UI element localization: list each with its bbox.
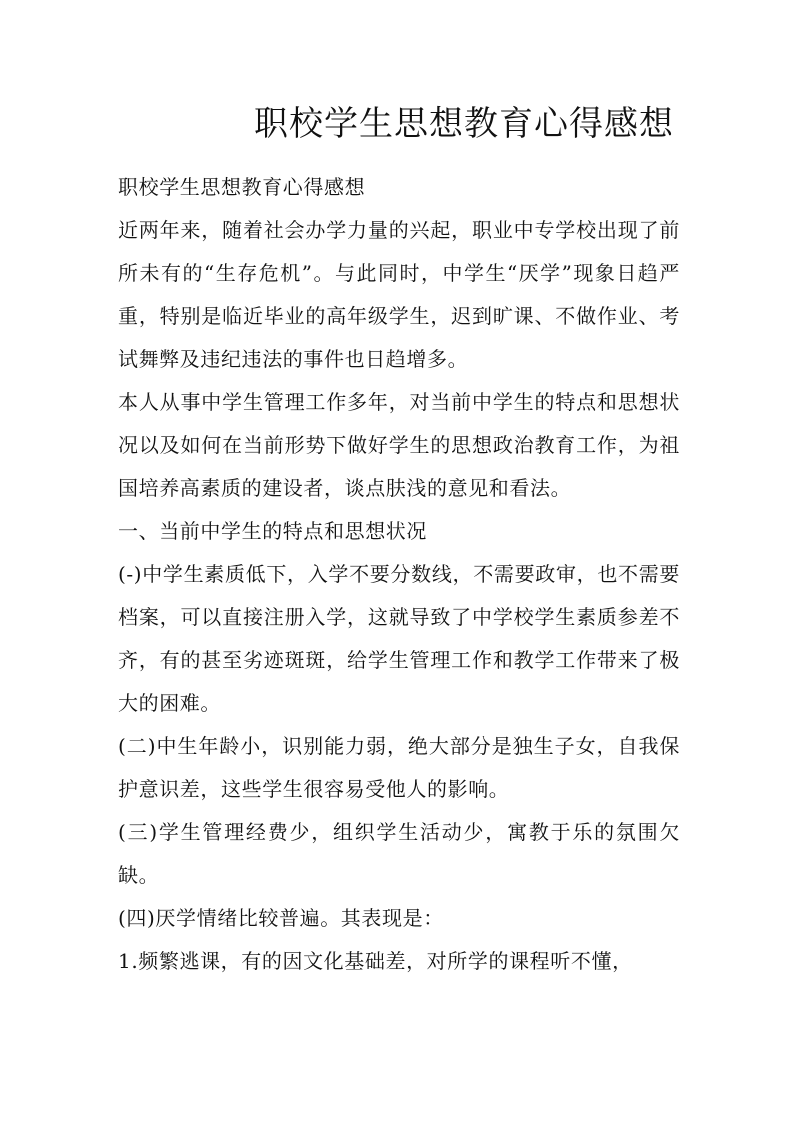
paragraph-point-2: (二)中生年龄小，识别能力弱，绝大部分是独生子女，自我保护意识差，这些学生很容易受他人的影响。 [118, 734, 680, 801]
document-body [118, 166, 680, 983]
subtitle-line: 职校学生思想教育心得感想 [118, 175, 366, 199]
paragraph-author-statement: 本人从事中学生管理工作多年，对当前中学生的特点和思想状况以及如何在当前形势下做好学生的思想政治教育工作，为祖国培养高素质的建设者，谈点肤浅的意见和看法。 [118, 390, 680, 500]
list-item-1: 1.频繁逃课，有的因文化基础差，对所学的课程听不懂， [118, 949, 633, 973]
paragraph-point-1: (-)中学生素质低下，入学不要分数线，不需要政审，也不需要档案，可以直接注册入学，这就导致了中学校学生素质参差不齐，有的甚至劣迹斑斑，给学生管理工作和教学工作带来了极大的困难。 [118, 562, 680, 715]
paragraph-point-4: (四)厌学情绪比较普遍。其表现是： [118, 906, 444, 930]
paragraph-point-3: (三)学生管理经费少，组织学生活动少，寓教于乐的氛围欠缺。 [118, 820, 680, 887]
paragraph-intro: 近两年来，随着社会办学力量的兴起，职业中专学校出现了前所未有的“生存危机”。与此同时，中学生“厌学”现象日趋严重，特别是临近毕业的高年级学生，迟到旷课、不做作业、考试舞弊及违纪违法的事件也日趋增多。 [118, 218, 680, 371]
section-heading-1: 一、当前中学生的特点和思想状况 [118, 519, 427, 543]
document-title: 职校学生思想教育心得感想 [254, 104, 674, 144]
